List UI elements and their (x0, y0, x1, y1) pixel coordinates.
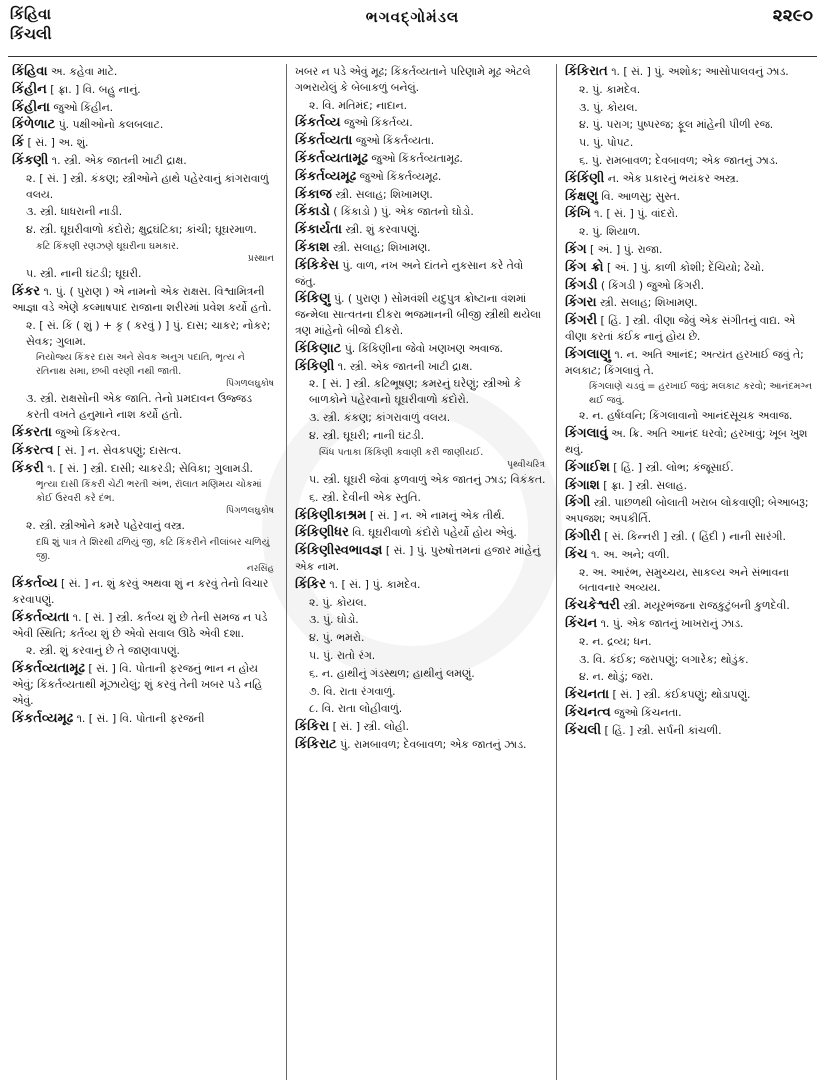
entry-quotation: ભૃત્યા દાસી કિંકરી ચેટી ભરતી અંભ, રૉલાત મણિમય ચોકમાં કોઈ ઉરવરી કરે દંભ. (36, 479, 262, 504)
dictionary-entry (565, 242, 814, 258)
entry-sense: ૨. ન. હર્ષધ્વનિ; કિંગલાવાનો આનંદસૂચક અવાજ. (579, 409, 793, 423)
entry-definition: [ સં. ] ન. શું કરવું અથવા શું ન કરવું તેનો વિચાર કરવાપણું. (12, 577, 269, 607)
entry-definition: [ સં. ] અ. શું. (24, 136, 89, 150)
entry-sense: ૭. વિ. રાતા રંગવાળું. (309, 684, 396, 698)
entry-definition: [ અં. ] પું. રાજા. (586, 242, 663, 256)
dictionary-entry (295, 577, 547, 593)
page-header (0, 0, 825, 60)
entry-headword: કિંખિ (565, 206, 591, 222)
entry-headword: કિંગરા (565, 295, 597, 311)
entry-definition: જુઓ કિંકરત્વ. (51, 426, 121, 440)
entry-headword: કિંકરતા (12, 425, 52, 441)
entry-definition: [ અં. ] પું. કાળી કોશી; દેંચિયો; ઢેંચો. (603, 260, 765, 274)
entry-headword: કિંકિણીકાશ્રમ (295, 507, 367, 523)
entry-headword: કિંકિર (295, 576, 326, 592)
entry-headword: કિં (12, 135, 25, 151)
dictionary-entry (12, 711, 276, 727)
entry-headword: કિંકિરા (295, 719, 330, 735)
entry-definition: જુઓ કિંચનતા. (610, 705, 682, 719)
entry-headword: કિંગ (565, 241, 587, 257)
dictionary-entry (12, 443, 276, 459)
entry-headword: કિંગલાણુ (565, 346, 611, 362)
dictionary-entry (565, 460, 814, 476)
entry-headword: કિંકિણીસ્વભાવજ્ઞ (295, 543, 383, 559)
entry-sense: ૩. વિ. કંઈક; જરાપણું; લગારેક; થોડુંક. (579, 652, 749, 666)
header-rule (8, 56, 817, 57)
entry-definition: ૧. [ સં. ] પું. વાંદરો. (590, 207, 679, 221)
entry-definition: ૧. [ સં. ] સ્ત્રી. કર્તવ્ય શું છે તેની સમજ ન પડે એવી સ્થિતિ; કર્તવ્ય શું છે એવો સવાલ ઊઠે એવી દશા. (12, 610, 268, 640)
entry-definition: સ્ત્રી. સલાહ; શિખામણ. (329, 240, 431, 254)
entry-sense: ૪. પું. પરાગ; પુષ્પરજ; ફૂલ માંહેની પીળી રજ. (579, 118, 774, 132)
entry-sense: ૨. અ. આરંભ, સમુચ્ચય, સાકલ્ય અને સંભાવના બતાવનાર અવ્યય. (579, 565, 789, 595)
entry-headword: કિંકાશ (295, 239, 330, 255)
entry-definition: ૧. [ સં. ] પું. અશોક; આસોપાલવનું ઝાડ. (607, 65, 789, 78)
entry-definition: અ. કહેવા માટે. (47, 65, 118, 78)
entry-headword: કિંગાઈશ (565, 459, 610, 475)
entry-definition: પું. વાળ, નખ અને દાંતને નુકસાન કરે તેવો જંતુ. (295, 258, 524, 288)
entry-sense: ૨. પું. શિયાળ. (579, 225, 641, 239)
entry-quotation: ચિંધ પતાકા કિંકિણી કવાણી કરી જાણીયઈ. (319, 446, 484, 458)
entry-headword: કિંકિણી (295, 358, 335, 374)
entry-headword: કિંકર્તવ્યતામૂઢ (295, 150, 368, 166)
dictionary-entry (295, 187, 547, 203)
entry-definition: ૧. પું. એક જાતનું ખાખરાનું ઝાડ. (597, 616, 744, 630)
entry-definition: પું. કિંકિણીના જેવો ખણખણ અવાજ. (341, 341, 503, 355)
dictionary-entry (12, 284, 276, 316)
entry-headword: કિંગી (565, 495, 591, 511)
entry-headword: કિંચનત્વ (565, 704, 611, 720)
entry-headword: કિંક્ષણુ (565, 188, 598, 204)
entry-headword: કિંગીરી (565, 528, 601, 544)
entry-sense: ૨. સ્ત્રી. શું કરવાનું છે તે જાણવાપણું. (26, 644, 180, 658)
entry-headword: કિંકિરાટ (295, 736, 337, 752)
entry-sense: ૩. સ્ત્રી. કંકણ; કાંગરાવાળું વલય. (309, 410, 451, 424)
entry-headword: કિંગ ક્રો (565, 259, 604, 275)
entry-definition: અ. ક્રિ. અતિ આનંદ ધરવો; હરખાવું; ખૂબ ખુશ થવું. (565, 427, 808, 456)
entry-headword: કિંકર્તવ્ય (12, 576, 58, 592)
entry-sense: ૩. પું. ઘોડો. (309, 613, 359, 627)
entry-definition: [ સં. ] પું. પુરુષોત્તમનાં હજાર માંહેનું એક નામ. (295, 544, 541, 574)
entry-definition: [ ફ્રા. ] સ્ત્રી. સલાહ. (599, 478, 688, 492)
entry-sense: ૫. સ્ત્રી. ઘૂઘરી જેવાં ફળવાળું એક જાતનું ઝાડ; વિકંકત. (309, 473, 546, 487)
dictionary-entry (295, 133, 547, 149)
entry-definition: ( કિંગડી ) જુઓ કિંગરી. (597, 278, 705, 292)
dictionary-entry (565, 616, 814, 632)
dictionary-entry (565, 705, 814, 721)
entry-definition: ૧. સ્ત્રી. એક જાતની ખાટી દ્રાક્ષ. (48, 153, 187, 167)
dictionary-entry (295, 222, 547, 238)
entry-definition: ન. એક પ્રકારનું ભયંકર અસ્ત્ર. (604, 171, 739, 185)
entry-definition: પું. રામબાવળ; દેવબાવળ; એક જાતનું ઝાડ. (336, 737, 527, 751)
entry-definition: જુઓ કિંકર્તવ્યમૂઢ. (356, 169, 442, 183)
entry-headword: કિંચકેશ્વરી (565, 598, 620, 614)
entry-quotation: દધિ શું પાત્ર તે શિરથી ઢળિયું જી, કટિ કિંકરીને નીલાંબર ચળિયું જી. (36, 537, 270, 562)
dictionary-entry (295, 737, 547, 753)
entry-headword: કિંકિરાત (565, 64, 608, 79)
entry-quotation: કટિ કિંકણી રણઝણે ઘૂઘરીના ઘમકાર. (36, 240, 179, 252)
entry-sense: ૨. ન. દ્રવ્ય; ધન. (579, 634, 652, 648)
entry-headword: કિંહીના (12, 99, 50, 115)
entry-headword: કિંગાશ (565, 477, 600, 493)
entry-sense: ૫. પું. પોપટ. (579, 136, 634, 150)
entry-headword: કિંચલી (565, 722, 602, 738)
entry-definition: સ્ત્રી. પાછળથી બોલાતી ખરાબ લોકવાણી; બેઆબરૂ; અપજશ; અપકીર્તિ. (565, 496, 809, 526)
dictionary-entry (565, 64, 814, 80)
dictionary-entry (12, 425, 276, 441)
dictionary-entry (565, 260, 814, 276)
entry-definition: સ્ત્રી. સલાહ; શિખામણ. (331, 187, 433, 201)
entry-quotation: કિંગલાણે ચડવું = હરખાઈ જવું; મલકાટ કરવો; આનંદમગ્ન થઈ જવું. (589, 381, 813, 406)
dictionary-entry (565, 347, 814, 379)
entry-quotation: નિયોજ્ય કિંકર દાસ અને સેવક અનુગ પદાતિ, ભૃત્ય ને રતિનાથ સમા, છબી વરણી નથી જાતી. (36, 352, 245, 377)
entry-headword: કિંકર્તવ્યતામૂઢ (12, 661, 85, 677)
entry-definition: જુઓ કિંકર્તવ્ય. (340, 116, 413, 130)
entry-sense: ૨. પું. કામદેવ. (579, 82, 641, 96)
entry-headword: કિંકર્તવ્યમૂઢ (295, 168, 357, 184)
dictionary-entry (295, 543, 547, 575)
entry-headword: કિંકાર્યતા (295, 222, 342, 238)
entry-headword: કિંકાજ (295, 186, 332, 202)
entry-definition: [ સં. ] વિ. પોતાની ફરજનું ભાન ન હોય એવું; કિંકર્તવ્યતાથી મૂંઝાયેલું; શું કરવું તેની ખબર પડે નહિ એવું. (12, 662, 263, 707)
entry-sense: ૫. સ્ત્રી. નાની ઘંટડી; ઘૂઘરી. (26, 267, 142, 281)
dictionary-entry (565, 426, 814, 458)
entry-definition: ૧. [ સં. ] સ્ત્રી. દાસી; ચાકરડી; સેવિકા; ગુલામડી. (43, 461, 253, 475)
entry-headword: કિંકિણીધર (295, 525, 349, 541)
entry-headword: કિંકરત્વ (12, 442, 54, 458)
entry-sense: ૨. [ સં. કિં ( શું ) + કૃ ( કરવું ) ] પું. દાસ; ચાકર; નોકર; સેવક; ગુલામ. (26, 318, 271, 348)
dictionary-entry (565, 598, 814, 614)
entry-headword: કિંગલાવું (565, 426, 608, 442)
dictionary-entry (12, 153, 276, 169)
quotation-source: પિંગળલઘુકોષ (226, 506, 274, 517)
entry-sense: ૮. વિ. રાતા લોહીવાળું. (309, 702, 403, 716)
entry-sense: ૪. ન. થોડું; જરા. (579, 670, 654, 684)
dictionary-entry (12, 661, 276, 708)
guide-word-first: કિંહિવા (10, 5, 52, 23)
entry-definition: ૧. [ સં. ] વિ. પોતાની ફરજની (73, 711, 205, 725)
entry-sense: ૨. વિ. મતિમંદ; નાદાન. (309, 98, 408, 112)
entry-definition: જુઓ કિંકર્તવ્યતામૂઢ. (368, 151, 463, 165)
entry-definition: પું. પક્ષીઓનો કલબલાટ. (55, 118, 164, 132)
dictionary-entry (565, 687, 814, 703)
dictionary-entry (295, 359, 547, 375)
dictionary-entry (12, 461, 276, 477)
dictionary-entry (565, 547, 814, 563)
dictionary-entry (12, 117, 276, 133)
entry-definition: સ્ત્રી. શું કરવાપણું. (341, 223, 421, 237)
entry-definition: [ સં. ] ન. સેવકપણું; દાસત્વ. (53, 443, 182, 457)
entry-sense: ૫. પું. રાતો રંગ. (309, 649, 376, 662)
entry-headword: કિંકર્તવ્યતા (295, 133, 353, 149)
dictionary-entry (295, 525, 547, 541)
dictionary-entry (565, 171, 814, 187)
entry-headword: કિંકિણુ (295, 291, 331, 307)
entry-definition: જુઓ કિંકર્તવ્યતા. (352, 134, 435, 148)
dictionary-entry (12, 82, 276, 98)
entry-headword: કિંકણી (12, 152, 49, 168)
entry-headword: કિંહિવા (12, 64, 48, 79)
entry-definition: [ ફ્રા. ] વિ. બહુ નાનું. (46, 82, 141, 96)
entry-headword: કિંકિંણી (565, 170, 605, 186)
dictionary-entry (295, 341, 547, 357)
entry-sense: ૬. પું. રામબાવળ; દેવબાવળ; એક જાતનું ઝાડ. (579, 153, 779, 167)
column-3 (556, 64, 818, 1080)
entry-headword: કિંકિકેસ (295, 257, 339, 273)
entry-definition: [ હિં. ] સ્ત્રી. લોભ; કંજૂસાઈ. (609, 460, 734, 474)
entry-headword: કિંકર (12, 284, 41, 300)
dictionary-entry (295, 240, 547, 256)
entry-definition: ૧. અ. અને; વળી. (587, 547, 670, 561)
dictionary-entry (565, 206, 814, 222)
dictionary-entry (12, 135, 276, 151)
dictionary-entry (565, 313, 814, 345)
entry-headword: કિંચ (565, 546, 588, 562)
guide-word-last: કિંચલી (10, 25, 52, 43)
entry-sense: ૨. [ સં. ] સ્ત્રી. કંકણ; સ્ત્રીઓને હાથે પહેરવાનું કાંગરાવાળું વલય. (26, 171, 269, 201)
page-title: ભગવદ્ગોમંડલ (365, 8, 460, 26)
dictionary-entry (565, 278, 814, 294)
entry-sense: ૪. સ્ત્રી. ઘૂઘરીવાળો કંદોરો; ક્ષુદ્રઘંટિકા; કાંચી; ઘૂઘરમાળ. (26, 223, 257, 237)
dictionary-entry (565, 478, 814, 494)
entry-headword: કિંચન (565, 615, 598, 631)
dictionary-entry (565, 529, 814, 545)
dictionary-entry (295, 115, 547, 131)
page-number: ૨૨૯૦ (772, 6, 813, 26)
entry-headword: કિંચનતા (565, 687, 610, 703)
entry-sense: ૨. પું. કોયલ. (309, 595, 367, 609)
quotation-source: પિંગળલઘુકોષ (226, 379, 274, 390)
entry-headword: કિંકાડો (295, 204, 330, 220)
entry-headword: કિંકિણાટ (295, 340, 342, 356)
quotation-source: પૃથ્વીચરિત્ર (507, 460, 545, 471)
entry-definition: ૧. પું. ( પુરાણ ) એ નામનો એક રાક્ષસ. વિશ્વામિત્રની આજ્ઞા વડે એણે કલ્માષપાદ રાજાના શરીરમાં પ્રવેશ કર્યો હતો. (12, 285, 272, 315)
entry-definition: સ્ત્રી. સલાહ; શિખામણ. (596, 296, 698, 310)
entry-headword: કિંકર્તવ્યતા (12, 609, 70, 625)
entry-definition: ૧. [ સં. ] પું. કામદેવ. (325, 577, 421, 591)
quotation-source: પ્રસ્થાન (247, 254, 274, 265)
entry-sense: ૩. પું. કોયલ. (579, 100, 638, 114)
entry-sense: ૪. પું. ભમરો. (309, 631, 365, 645)
entry-definition: [ સં. ] સ્ત્રી. લોહી. (329, 720, 410, 734)
entry-sense: ૨. [ સં. ] સ્ત્રી. કટિભૂષણ; કમરનું ઘરેણું; સ્ત્રીઓ કે બાળકોને પહેરવાનો ઘૂઘરીવાળો કંદોરો. (309, 377, 522, 407)
quotation-source: નરસિંહ (246, 564, 274, 575)
entry-headword: કિંકર્તવ્યમૂઢ (12, 710, 74, 726)
dictionary-entry (565, 495, 814, 527)
entry-definition: [ સં. ] ન. એ નામનું એક તીર્થ. (366, 508, 505, 522)
dictionary-entry (295, 64, 547, 96)
entry-sense: ૪. સ્ત્રી. ઘૂઘરી; નાની ઘંટડી. (309, 428, 425, 442)
entry-definition: વિ. ઘૂઘરીવાળો કંદોરો પહેર્યો હોય એવું. (348, 526, 517, 540)
dictionary-entry (565, 723, 814, 739)
dictionary-entry (12, 610, 276, 642)
dictionary-entry (295, 291, 547, 338)
dictionary-entry (12, 576, 276, 608)
entry-sense: ૨. સ્ત્રી. સ્ત્રીઓને કમરે પહેરવાનું વસ્ત્ર. (26, 519, 185, 533)
column-2 (286, 64, 551, 1080)
dictionary-entry (295, 508, 547, 524)
entry-definition: પું. ( પુરાણ ) સોમવંશી યદુપુત્ર ક્રોષ્ટાના વંશમાં જન્મેલા સાત્વતના દીકરા ભજમાનની બીજી સ્ત્રીથી થયેલા ત્રણ માંહેનો બીજો દીકરો. (295, 292, 541, 337)
entry-definition: ૧. સ્ત્રી. એક જાતની ખાટી દ્રાક્ષ. (334, 359, 473, 373)
dictionary-entry (565, 189, 814, 205)
entry-headword: કિંગરી (565, 313, 598, 329)
entry-definition: [ સં. કિન્નરી ] સ્ત્રી. ( હિંદી ) નાની સારંગી. (600, 529, 786, 543)
entry-headword: કિંળેળાટ (12, 117, 56, 133)
entry-headword: કિંહીન (12, 81, 47, 97)
entry-sense: ૩. સ્ત્રી. રાક્ષસોની એક જાતિ. તેનો પ્રમદાવન ઉજ્જડ કરતી વખતે હનુમાને નાશ કર્યો હતો. (26, 392, 252, 422)
entry-sense: ૬. ન. હાથીનું ગંડસ્થળ; હાથીનું લમણું. (309, 666, 475, 680)
entry-headword: કિંકરી (12, 460, 44, 476)
entry-definition: વિ. આળસુ; સુસ્ત. (597, 189, 681, 203)
entry-headword: કિંગડી (565, 277, 598, 293)
entry-definition: ( કિંકાડો ) પું. એક જાતનો ઘોડો. (329, 205, 474, 219)
dictionary-entry (295, 719, 547, 735)
dictionary-entry (12, 64, 276, 80)
entry-definition: જુઓ કિંહીન. (49, 100, 114, 114)
entry-definition: [ હિં. ] સ્ત્રી. વીણા જેવું એક સંગીતનું વાદ્ય. એ વીણા કરતાં કંઈક નાનું હોય છે. (565, 314, 796, 343)
entry-sense: ૬. સ્ત્રી. દેવીની એક સ્તુતિ. (309, 490, 421, 504)
dictionary-entry (295, 169, 547, 185)
column-1 (8, 64, 280, 1080)
entry-definition: [ હિં. ] સ્ત્રી. સર્પની કાંચળી. (601, 723, 722, 737)
dictionary-entry (295, 204, 547, 220)
entry-definition: ૧. ન. અતિ આનંદ; અત્યંત હરખાઈ જવું તે; મલકાટ; કિંગલાવું તે. (565, 347, 804, 377)
entry-sense: ૩. સ્ત્રી. ધાધરાની નાડી. (26, 205, 123, 219)
entry-headword: કિંકર્તવ્ય (295, 115, 341, 131)
dictionary-entry (295, 258, 547, 290)
entry-definition: ખબર ન પડે એવું મૂઢ; કિંકર્તવ્યતાને પરિણામે મૂઢ એટલે ગભરાયેલું કે બેબાકળું બનેલું. (295, 65, 531, 94)
dictionary-entry (295, 151, 547, 167)
entry-definition: [ સં. ] સ્ત્રી. કંઈકપણું; થોડાપણું. (609, 688, 751, 702)
dictionary-entry (565, 295, 814, 311)
dictionary-entry (12, 100, 276, 116)
entry-definition: સ્ત્રી. મયૂરભંજના રાજકુટુંબની કુળદેવી. (619, 599, 790, 613)
